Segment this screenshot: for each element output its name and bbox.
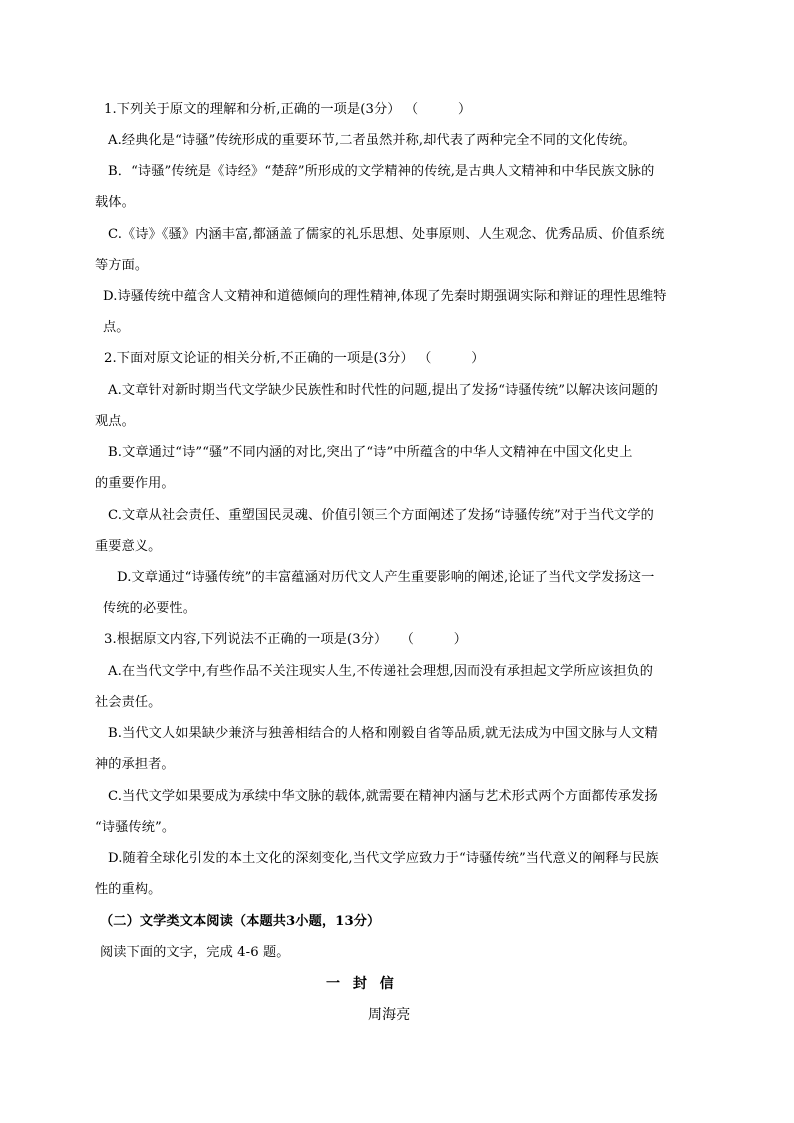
q2-option-c-cont: 重要意义。 <box>95 539 162 554</box>
q2-option-a-cont: 观点。 <box>95 414 135 429</box>
q1-option-b-cont: 载体。 <box>95 195 135 210</box>
q3-option-b-cont: 神的承担者。 <box>95 757 175 772</box>
section-heading: （二）文学类文本阅读（本题共3小题，13分） <box>100 914 381 929</box>
q3-option-a-cont: 社会责任。 <box>95 695 162 710</box>
q2-option-c: C.文章从社会责任、重塑国民灵魂、价值引领三个方面阐述了发扬“诗骚传统”对于当代文学的 <box>108 508 654 523</box>
q1-stem: 1.下列关于原文的理解和分析,正确的一项是(3分） （ ） <box>104 102 472 117</box>
q1-option-d: D.诗骚传统中蕴含人文精神和道德倾向的理性精神,体现了先秦时期强调实际和辩证的理性思维特 <box>103 289 667 304</box>
q3-option-a: A.在当代文学中,有些作品不关注现实人生,不传递社会理想,因而没有承担起文学所应该担负的 <box>108 664 653 679</box>
q2-option-a: A.文章针对新时期当代文学缺少民族性和时代性的问题,提出了发扬“诗骚传统”以解决该问题的 <box>108 383 659 398</box>
story-title: 一 封 信 <box>326 976 398 992</box>
q2-option-b: B.文章通过“诗”“骚”不同内涵的对比,突出了“诗”中所蕴含的中华人文精神在中国文化史上 <box>108 445 633 460</box>
story-author: 周海亮 <box>368 1007 411 1023</box>
q3-option-d-cont: 性的重构。 <box>95 882 162 897</box>
q1-option-a: A.经典化是“诗骚”传统形成的重要环节,二者虽然并称,却代表了两种完全不同的文化传统。 <box>108 133 636 148</box>
q2-stem: 2.下面对原文论证的相关分析,不正确的一项是(3分） （ ） <box>104 351 485 366</box>
q1-option-c: C.《诗》《骚》内涵丰富,都涵盖了儒家的礼乐思想、处事原则、人生观念、优秀品质、价值系统 <box>108 227 665 242</box>
q2-option-d-cont: 传统的必要性。 <box>103 601 197 616</box>
q2-option-b-cont: 的重要作用。 <box>95 476 175 491</box>
section-instruction: 阅读下面的文字，完成 4-6 题。 <box>100 945 290 960</box>
q1-option-c-cont: 等方面。 <box>95 258 149 273</box>
q3-option-c-cont: “诗骚传统”。 <box>95 820 176 835</box>
q2-option-d: D.文章通过“诗骚传统”的丰富蕴涵对历代文人产生重要影响的阐述,论证了当代文学发扬这一 <box>117 570 655 585</box>
q3-option-c: C.当代文学如果要成为承续中华文脉的载体,就需要在精神内涵与艺术形式两个方面都传承发扬 <box>108 789 658 804</box>
q3-option-b: B.当代文人如果缺少兼济与独善相结合的人格和刚毅自省等品质,就无法成为中国文脉与人文精 <box>108 726 658 741</box>
q1-option-d-cont: 点。 <box>103 320 130 335</box>
q1-option-b: B．“诗骚”传统是《诗经》“楚辞”所形成的文学精神的传统,是古典人文精神和中华民族文脉的 <box>108 164 655 179</box>
q3-stem: 3.根据原文内容,下列说法不正确的一项是(3分） （ ） <box>104 632 468 647</box>
q3-option-d: D.随着全球化引发的本土文化的深刻变化,当代文学应致力于“诗骚传统”当代意义的阐释与民族 <box>108 851 659 866</box>
